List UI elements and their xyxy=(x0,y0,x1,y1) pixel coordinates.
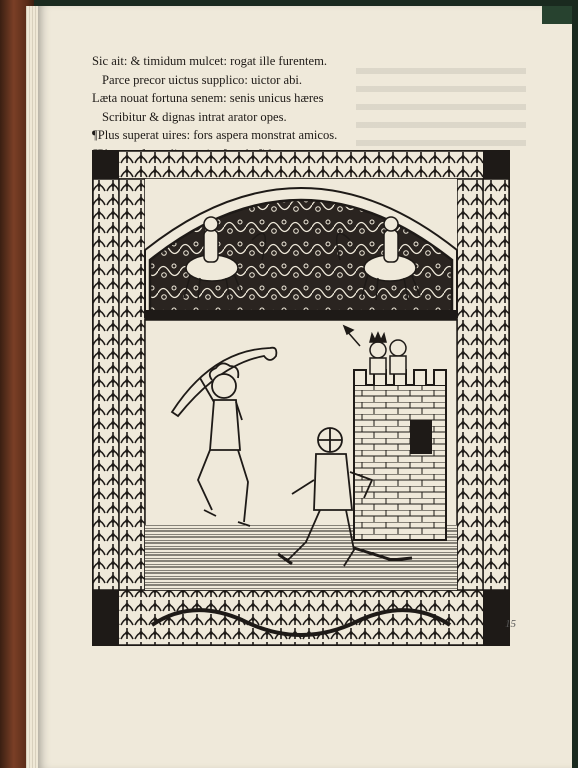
folio-number: 15 xyxy=(505,618,516,630)
castle-tower-icon xyxy=(354,370,446,540)
background-corner xyxy=(542,6,572,24)
verse-line-5-text: Plus superat uires: fors aspera monstrat amicos. xyxy=(97,128,338,143)
verse-line-4: Scribitur & dignas intrat arator opes. xyxy=(102,109,287,124)
verse-line-1: Sic ait: & timidum mulcet: rogat ille furentem. xyxy=(92,54,328,68)
arch-lunette-icon xyxy=(145,179,457,320)
latin-verse-block xyxy=(92,52,337,164)
verse-line-3: Læta nouat fortuna senem: senis unicus hæres xyxy=(92,91,324,106)
woodcut-illustration xyxy=(92,150,510,646)
bleed-through-text xyxy=(356,68,526,158)
verse-line-2: Parce precor uictus supplico: uictor abi. xyxy=(102,72,303,87)
paragraph-mark-icon: ¶ xyxy=(92,128,98,143)
verse-line-5 xyxy=(92,126,337,145)
